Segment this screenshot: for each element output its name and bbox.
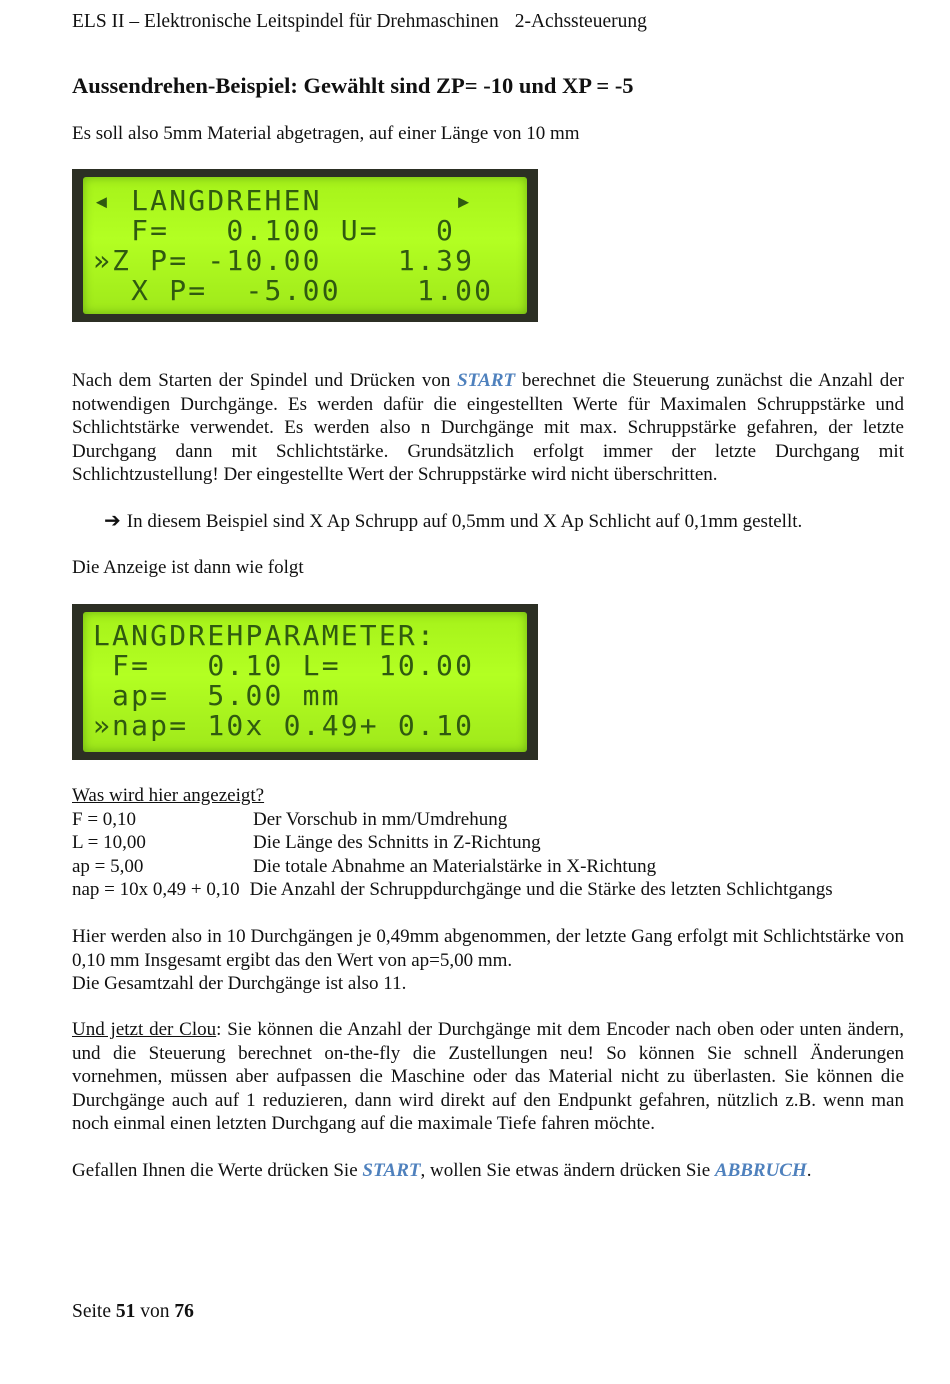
paragraph-start-explanation: Nach dem Starten der Spindel und Drücken von START berechnet die Steuerung zunächst die Anzahl der notwendigen Durchgänge. Es werden dafür die eingestellten Werte für Maximalen Schruppstärke und Schlichtstärke verwendet. Es werden also n Durchgänge mit max. Schruppstärke gefahren, der letzte Durchgang dann mit Schlichtstärke. Grundsätzlich erfolgt immer der letzte Durchgang mit Schlichtzustellung! Der eingestellte Wert der Schruppstärke wird nicht überschritten. xyxy=(72,370,904,485)
lcd-screen xyxy=(83,612,527,752)
start-keyword: START xyxy=(362,1160,421,1181)
page-title: Aussendrehen-Beispiel: Gewählt sind ZP= -10 und XP = -5 xyxy=(72,73,634,98)
paragraph-passes: Hier werden also in 10 Durchgängen je 0,49mm abgenommen, der letzte Gang erfolgt mit Schlichtstärke von 0,10 mm Insgesamt ergibt das den Wert von ap=5,00 mm. xyxy=(72,926,904,971)
clou-lead: Und jetzt der Clou xyxy=(72,1019,217,1040)
page-footer: Seite 51 von 76 xyxy=(72,1301,194,1322)
lcd-line: »Z P= -10.00 1.39 xyxy=(93,244,475,277)
arrow-note-text: In diesem Beispiel sind X Ap Schrupp auf 0,5mm und X Ap Schlicht auf 0,1mm gestellt. xyxy=(126,511,803,532)
definition-term: L = 10,00 xyxy=(72,832,146,853)
definition-row xyxy=(72,831,904,855)
definition-desc: Die Länge des Schnitts in Z-Richtung xyxy=(253,832,541,853)
definition-row xyxy=(72,855,904,879)
start-keyword: START xyxy=(457,370,516,391)
current-page-number: 51 xyxy=(115,1301,136,1322)
page-header xyxy=(72,10,904,34)
arrow-note xyxy=(104,509,904,534)
definition-desc: Die totale Abnahme an Materialstärke in X-Richtung xyxy=(253,855,657,877)
definition-term: ap = 5,00 xyxy=(72,855,144,877)
lcd-display-langdrehparameter xyxy=(72,604,538,760)
header-section: 2-Achssteuerung xyxy=(514,11,647,32)
lcd-line: »nap= 10x 0.49+ 0.10 xyxy=(93,709,475,742)
lcd-line: F= 0.10 L= 10.00 xyxy=(93,649,475,682)
abbruch-keyword: ABBRUCH xyxy=(714,1160,807,1181)
arrow-right-icon: ➔ xyxy=(104,508,121,532)
lcd-line: X P= -5.00 1.00 xyxy=(93,274,494,307)
lcd-screen xyxy=(83,177,527,314)
paragraph-clou: Und jetzt der Clou: Sie können die Anzahl der Durchgänge mit dem Encoder nach oben oder unten ändern, und die Steuerung berechnet on-the-fly die Zustellungen neu! So können Sie schnell Änderungen vornehmen, müssen aber aufpassen die Maschine oder das Material nicht zu überlasten. Sie können die Durchgänge auch auf 1 reduzieren, dann wird direkt auf den Endpunkt gefahren, nützlich z.B. wenn man noch einmal einen letzten Durchgang auf die maximale Tiefe fahren möchte. xyxy=(72,1019,904,1134)
paragraph-total-passes: Die Gesamtzahl der Durchgänge ist also 11. xyxy=(72,973,407,994)
header-title: ELS II – Elektronische Leitspindel für Drehmaschinen xyxy=(72,11,499,32)
total-page-number: 76 xyxy=(174,1301,194,1322)
definition-term: F = 0,10 xyxy=(72,808,137,830)
lcd-line: ap= 5.00 mm xyxy=(93,679,341,712)
definition-term: nap = 10x 0,49 + 0,10 xyxy=(72,879,240,900)
definition-desc: Die Anzahl der Schruppdurchgänge und die Stärke des letzten Schlichtgangs xyxy=(249,879,833,900)
display-intro: Die Anzeige ist dann wie folgt xyxy=(72,557,304,578)
definition-row xyxy=(72,808,904,832)
question-heading: Was wird hier angezeigt? xyxy=(72,785,265,806)
lcd-line: LANGDREHPARAMETER: xyxy=(93,619,437,652)
lcd-line: ◂ LANGDREHEN ▸ xyxy=(93,184,475,217)
definition-block xyxy=(72,784,904,902)
lcd-line: F= 0.100 U= 0 xyxy=(93,214,456,247)
lcd-display-langdrehen xyxy=(72,169,538,322)
intro-text: Es soll also 5mm Material abgetragen, auf einer Länge von 10 mm xyxy=(72,123,580,144)
definition-desc: Der Vorschub in mm/Umdrehung xyxy=(253,808,508,830)
paragraph-confirm: Gefallen Ihnen die Werte drücken Sie START, wollen Sie etwas ändern drücken Sie ABBRUCH. xyxy=(72,1160,812,1181)
definition-row xyxy=(72,878,904,902)
